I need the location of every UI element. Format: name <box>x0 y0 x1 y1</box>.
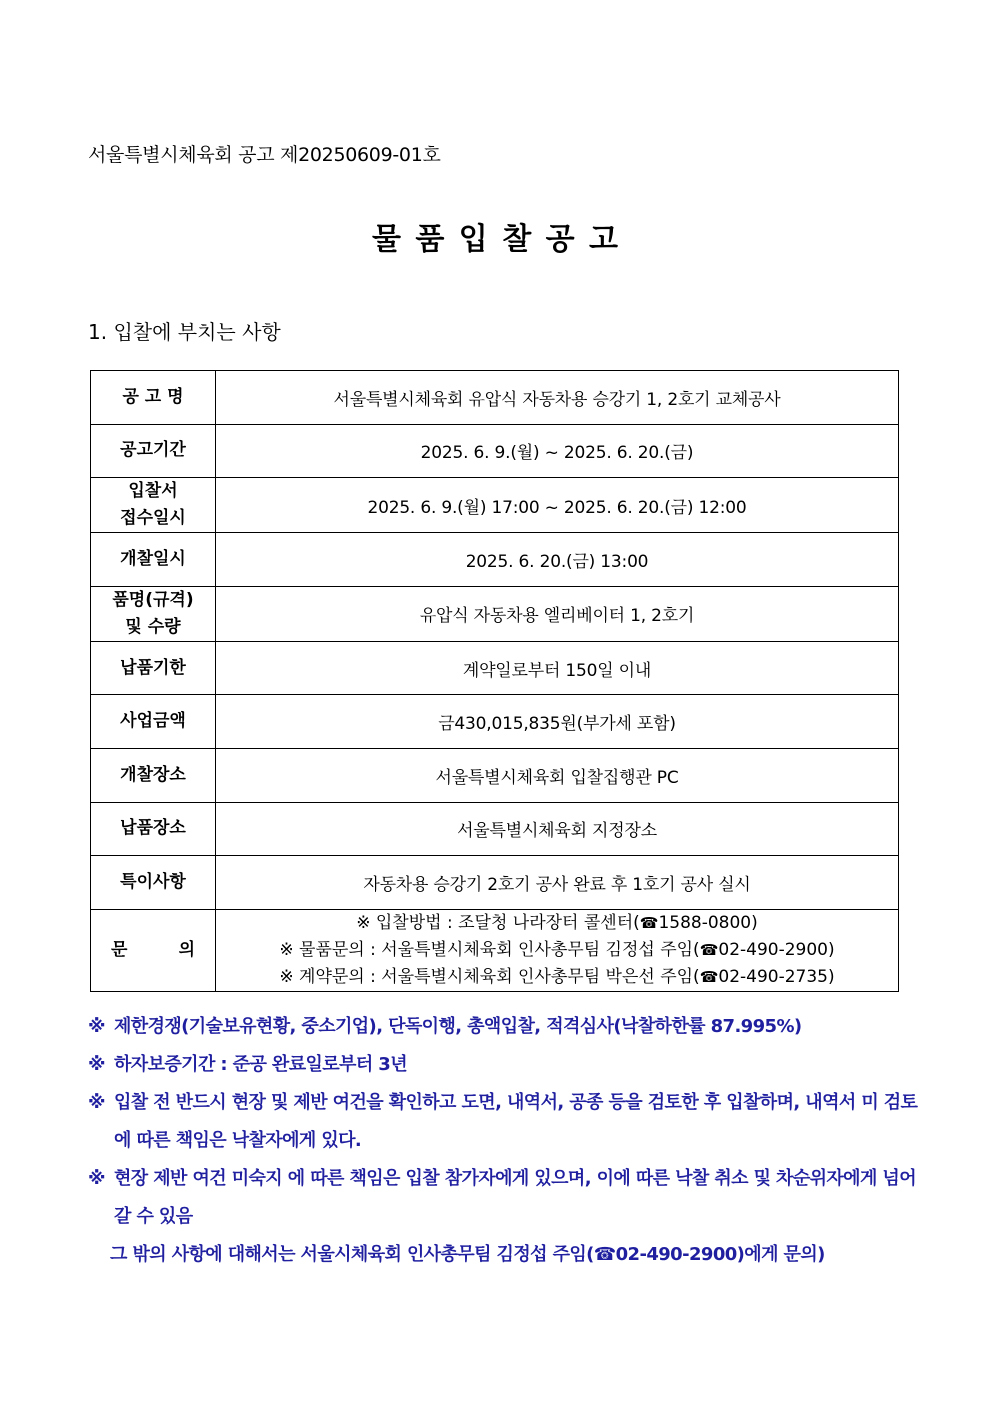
note-tail: 그 밖의 사항에 대해서는 서울시체육회 인사총무팀 김정섭 주임(☎02-490-2900)에게 문의) <box>110 1244 825 1265</box>
row-label-line: 품명(규격) <box>112 589 194 610</box>
row-label-line: 입찰서 <box>128 481 178 502</box>
document-title: 물 품 입 찰 공 고 <box>371 222 621 257</box>
table-row <box>91 641 899 695</box>
row-label-line: 접수일시 <box>120 508 186 529</box>
phone-icon: ☎ <box>699 940 719 959</box>
row-label: 공 고 명 <box>91 371 216 425</box>
row-label-line: 및 수량 <box>125 616 181 637</box>
table-row <box>91 424 899 478</box>
row-value: 2025. 6. 9.(월) 17:00 ~ 2025. 6. 20.(금) 12:00 <box>216 478 899 533</box>
contact-line-contract: ※ 계약문의 : 서울특별시체육회 인사총무팀 박은선 주임(☎02-490-2735) <box>279 966 835 987</box>
row-label: 납품장소 <box>91 802 216 856</box>
phone-icon: ☎ <box>593 1244 616 1265</box>
table-row <box>91 478 899 533</box>
reference-mark: ※ <box>88 1168 105 1189</box>
row-label <box>91 586 216 641</box>
section-heading: 1. 입찰에 부치는 사항 <box>88 320 281 344</box>
row-label: 납품기한 <box>91 641 216 695</box>
row-value: 계약일로부터 150일 이내 <box>216 641 899 695</box>
note-item: ※ 제한경쟁(기술보유현황, 중소기업), 단독이행, 총액입찰, 적격심사(낙찰하한률 87.995%) <box>88 1008 918 1046</box>
row-value: 금430,015,835원(부가세 포함) <box>216 695 899 749</box>
notice-number: 서울특별시체육회 공고 제20250609-01호 <box>88 144 441 166</box>
table-row <box>91 586 899 641</box>
row-value: 서울특별시체육회 지정장소 <box>216 802 899 856</box>
bid-info-table <box>90 370 899 992</box>
row-label: 공고기간 <box>91 424 216 478</box>
row-label: 개찰일시 <box>91 533 216 587</box>
reference-mark: ※ <box>88 1092 105 1113</box>
note-item: ※ 입찰 전 반드시 현장 및 제반 여건을 확인하고 도면, 내역서, 공종 등을 검토한 후 입찰하며, 내역서 미 검토에 따른 책임은 낙찰자에게 있다. <box>88 1084 918 1160</box>
note-item: ※ 현장 제반 여건 미숙지 에 따른 책임은 입찰 참가자에게 있으며, 이에 따른 낙찰 취소 및 차순위자에게 넘어갈 수 있음 <box>88 1160 918 1236</box>
row-value: 서울특별시체육회 입찰집행관 PC <box>216 748 899 802</box>
contact-label: 문 의 <box>91 909 216 991</box>
table-row <box>91 371 899 425</box>
contact-line-bidding: ※ 입찰방법 : 조달청 나라장터 콜센터(☎1588-0800) <box>356 912 758 933</box>
reference-mark: ※ <box>88 1016 105 1037</box>
reference-mark: ※ <box>88 1054 105 1075</box>
notes-section <box>88 1008 918 1274</box>
table-row <box>91 748 899 802</box>
table-row <box>91 695 899 749</box>
row-label: 개찰장소 <box>91 748 216 802</box>
row-value: 2025. 6. 20.(금) 13:00 <box>216 533 899 587</box>
row-value: 자동차용 승강기 2호기 공사 완료 후 1호기 공사 실시 <box>216 856 899 910</box>
table-row <box>91 802 899 856</box>
row-value: 2025. 6. 9.(월) ~ 2025. 6. 20.(금) <box>216 424 899 478</box>
contact-row <box>91 909 899 991</box>
row-value: 유압식 자동차용 엘리베이터 1, 2호기 <box>216 586 899 641</box>
table-row <box>91 533 899 587</box>
contact-line-goods: ※ 물품문의 : 서울특별시체육회 인사총무팀 김정섭 주임(☎02-490-2900) <box>279 939 835 960</box>
row-value: 서울특별시체육회 유압식 자동차용 승강기 1, 2호기 교체공사 <box>216 371 899 425</box>
phone-icon: ☎ <box>699 967 719 986</box>
contact-lines <box>216 909 899 991</box>
phone-icon: ☎ <box>639 913 659 932</box>
row-label <box>91 478 216 533</box>
row-label: 특이사항 <box>91 856 216 910</box>
row-label: 사업금액 <box>91 695 216 749</box>
note-item: ※ 하자보증기간 : 준공 완료일로부터 3년 <box>88 1046 918 1084</box>
table-row <box>91 856 899 910</box>
